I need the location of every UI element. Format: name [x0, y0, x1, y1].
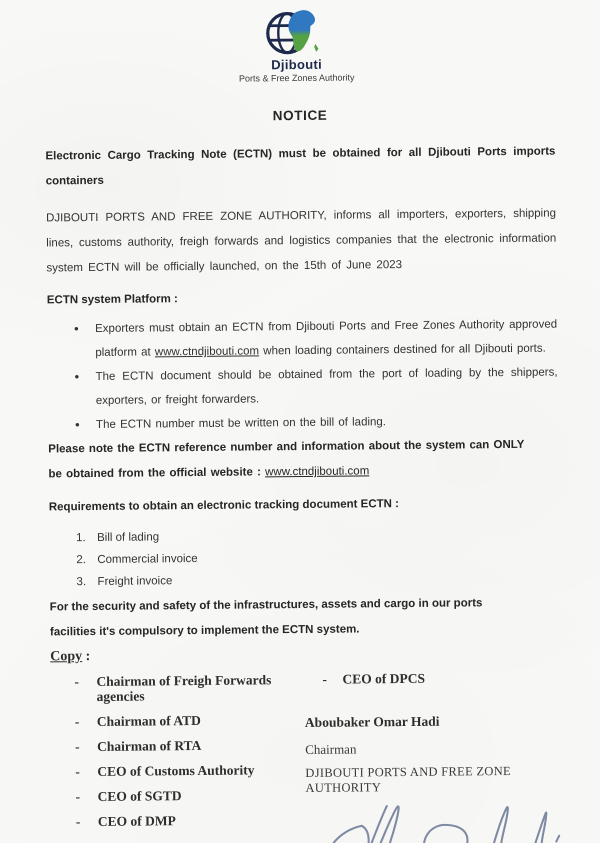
logo-brand-text: Djibouti — [271, 56, 323, 73]
list-item: - CEO of Customs Authority — [51, 762, 305, 779]
bullet-text: The ECTN number must be written on the bill of lading. — [95, 416, 387, 431]
platform-bullet-list — [47, 313, 558, 438]
security-statement: For the security and safety of the infrastructures, assets and cargo in our ports facilities it's compulsory to implement the ECTN system. — [49, 596, 483, 638]
list-item: - Chairman of RTA — [51, 737, 305, 754]
list-item — [95, 313, 557, 365]
list-item: - CEO of DMP — [52, 812, 306, 829]
ctn-website-link: www.ctndjibouti.com — [154, 345, 260, 359]
list-item: Commercial invoice — [97, 552, 198, 566]
bullet-text: when loading containers destined for all Djibouti ports. — [258, 342, 546, 358]
signatory-title: Chairman — [305, 741, 357, 757]
official-website-note — [48, 433, 532, 488]
bullet-text: The ECTN document should be obtained from the port of loading by the shippers, exporters, or freight forwarders. — [95, 366, 558, 407]
djibouti-ports-logo-icon — [263, 9, 329, 58]
logo-tagline-text: Ports & Free Zones Authority — [238, 72, 355, 84]
list-item: - Chairman of Freigh Forwards agencies — [50, 672, 304, 704]
chairman-signature — [310, 799, 563, 843]
bullet-text: Exporters must obtain an ECTN from Djibouti Ports and Free Zones Authority approved platform at — [95, 318, 558, 359]
copy-distribution — [50, 670, 562, 843]
signatory-organization: DJIBOUTI PORTS AND FREE ZONE AUTHORITY — [305, 763, 512, 795]
headline-paragraph: Electronic Cargo Tracking Note (ECTN) must be obtained for all Djibouti Ports imports containers — [45, 145, 556, 188]
copy-label-colon: : — [82, 649, 91, 665]
platform-section-heading: ECTN system Platform : — [46, 293, 178, 307]
list-item: - CEO of SGTD — [52, 787, 306, 804]
list-item: - Chairman of ATD — [51, 712, 305, 729]
copy-label — [50, 644, 560, 667]
intro-paragraph: DJIBOUTI PORTS AND FREE ZONE AUTHORITY, informs all importers, exporters, shipping lines, customs authority, freigh forwards and logistics companies that the electronic information system ECTN will be officially launched, on the 15th of June 2023 — [45, 207, 557, 274]
signatory-name: Aboubaker Omar Hadi — [304, 713, 440, 730]
ctn-website-link: www.ctndjibouti.com — [265, 465, 370, 479]
copy-label-word: Copy — [50, 649, 83, 665]
copy-list-right-and-signature — [304, 670, 562, 843]
requirements-heading: Requirements to obtain an electronic tracking document ECTN : — [48, 497, 400, 513]
note-text: Please note the ECTN reference number and information about the system can ONLY be obtained from the official website : — [48, 438, 525, 481]
list-item: - CEO of DPCS — [304, 670, 560, 687]
list-item: Bill of lading — [97, 530, 160, 544]
list-item: Freight invoice — [97, 574, 173, 588]
document-body — [0, 105, 600, 843]
copy-list-left — [50, 672, 306, 843]
list-item — [95, 361, 557, 413]
letterhead — [0, 0, 597, 87]
requirements-list — [49, 522, 560, 593]
list-item — [96, 409, 558, 437]
notice-title: NOTICE — [272, 107, 328, 124]
